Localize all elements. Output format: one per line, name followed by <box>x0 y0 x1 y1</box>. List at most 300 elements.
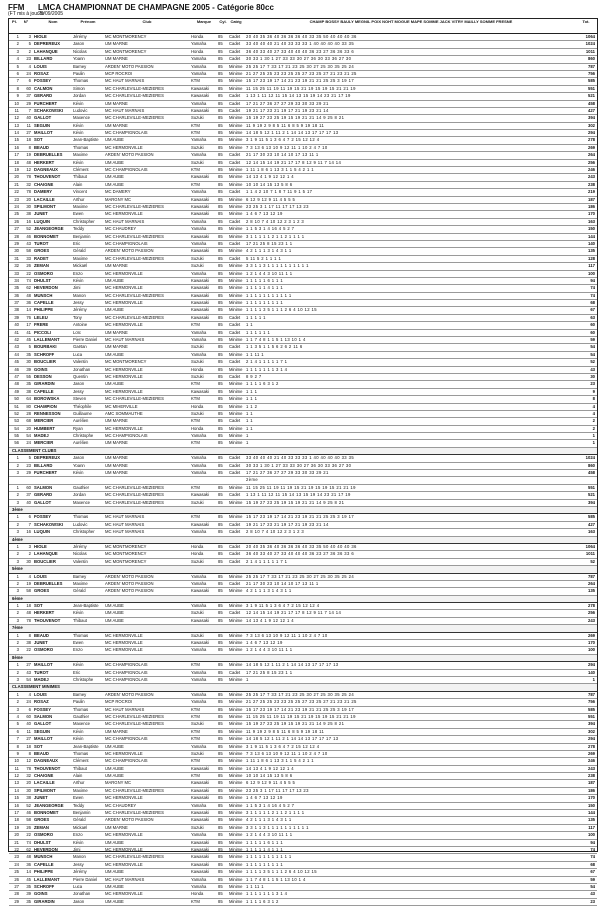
total-cell: 9 <box>592 388 595 394</box>
total-cell: 551 <box>588 713 595 719</box>
brand-cell: Yamaha <box>191 189 207 195</box>
place-cell: 2 <box>16 551 19 557</box>
category-cell: Minime <box>229 854 243 860</box>
number-cell: 28 <box>26 410 31 416</box>
club-cell: MC CHAMPIGNOLAIS <box>105 669 148 675</box>
total-cell: 294 <box>588 662 595 668</box>
document-header <box>8 4 600 18</box>
table-row <box>9 463 597 470</box>
brand-cell: Kawasaki <box>191 93 209 99</box>
club-cell: ARDEN' MOTO PASSION <box>105 248 154 254</box>
table-row <box>9 204 597 211</box>
brand-cell: Kawasaki <box>191 292 209 298</box>
name-cell: MAILLOT <box>34 736 53 742</box>
number-cell: 48 <box>26 159 31 165</box>
first-name-cell: Quentin <box>73 373 88 379</box>
name-cell: GROES <box>34 248 50 254</box>
cc-cell: 85 <box>218 492 223 498</box>
brand-cell: Kawasaki <box>191 588 209 594</box>
club-cell: MC HAUT MARNAIS <box>105 521 145 527</box>
place-cell: 38 <box>14 307 19 313</box>
name-cell: SALMON <box>34 713 53 719</box>
place-cell: 3 <box>16 470 19 476</box>
total-cell: 427 <box>588 107 595 113</box>
brand-cell: Yamaha <box>191 240 207 246</box>
category-cell: Minime <box>229 410 243 416</box>
table-row <box>9 234 597 241</box>
place-cell: 5 <box>16 63 19 69</box>
category-cell: Minime <box>229 337 243 343</box>
name-cell: TUROT <box>34 669 49 675</box>
first-name-cell: Eric <box>73 669 81 675</box>
cc-cell: 85 <box>218 647 223 653</box>
cc-cell: 85 <box>218 861 223 867</box>
place-cell: 2 <box>16 610 19 616</box>
first-name-cell: Benjamin <box>73 233 91 239</box>
total-cell: 170 <box>588 211 595 217</box>
section-heading <box>9 566 597 573</box>
cc-cell: 85 <box>218 832 223 838</box>
category-cell: Cadet <box>229 492 241 498</box>
club-cell: MC CHARLEVILLE-MEZIERES <box>105 85 164 91</box>
club-cell: MC HAUT MARNAIS <box>105 218 145 224</box>
total-cell: 256 <box>588 610 595 616</box>
cc-cell: 85 <box>218 787 223 793</box>
cc-cell: 85 <box>218 130 223 136</box>
cc-cell: 85 <box>218 758 223 764</box>
category-cell: Minime <box>229 270 243 276</box>
cc-cell: 85 <box>218 802 223 808</box>
place-cell: 11 <box>14 765 19 771</box>
category-cell: Minime <box>229 388 243 394</box>
brand-cell: Kawasaki <box>191 211 209 217</box>
club-cell: MC HERMONVILLE <box>105 366 143 372</box>
brand-cell: Kawasaki <box>191 780 209 786</box>
cc-cell: 85 <box>218 603 223 609</box>
name-cell: FRERE <box>34 322 49 328</box>
cc-cell: 85 <box>218 691 223 697</box>
table-row <box>9 588 597 595</box>
club-cell: UM MARNE <box>105 100 128 106</box>
total-cell: 4 <box>592 410 595 416</box>
round-points-cell: 1 1 1 1 1 1 1 1 1 <box>246 300 284 306</box>
number-cell: 48 <box>26 292 31 298</box>
total-cell: 585 <box>588 514 595 520</box>
round-points-cell: 21 17 30 23 10 14 10 17 13 11 1 <box>246 152 319 158</box>
first-name-cell: Alain <box>73 773 83 779</box>
first-name-cell: Maxence <box>73 499 90 505</box>
total-cell: 187 <box>588 196 595 202</box>
category-cell: Minime <box>229 898 243 904</box>
place-cell: 19 <box>14 167 19 173</box>
table-row <box>9 647 597 654</box>
place-cell: 1 <box>16 34 19 39</box>
total-cell: 68 <box>590 861 595 867</box>
first-name-cell: Guillaume <box>73 410 92 416</box>
section-title: 5ème <box>12 566 23 572</box>
brand-cell: Yamaha <box>191 876 207 882</box>
number-cell: 37 <box>26 492 31 498</box>
cc-cell: 85 <box>218 617 223 623</box>
col-cat: Catég <box>230 19 242 24</box>
round-points-cell: 1 1 5 3 1 4 16 4 5 2 7 <box>246 802 295 808</box>
total-cell: 100 <box>588 832 595 838</box>
number-cell: 5 <box>28 41 31 47</box>
category-cell: Minime <box>229 603 243 609</box>
table-row <box>9 145 597 152</box>
club-cell: UM MARNE <box>105 824 128 830</box>
brand-cell: Kawasaki <box>191 795 209 801</box>
category-cell: Cadet <box>229 159 241 165</box>
number-cell: 52 <box>26 226 31 232</box>
round-points-cell: 1 1 4 2 10 7 1 8 7 11 9 1 5 17 <box>246 189 313 195</box>
place-cell: 21 <box>14 839 19 845</box>
place-cell: 24 <box>14 861 19 867</box>
brand-cell: Kawasaki <box>191 85 209 91</box>
category-cell: Cadet <box>229 543 241 549</box>
first-name-cell: Jonathan <box>73 891 91 897</box>
total-cell: 264 <box>588 152 595 158</box>
brand-cell: Honda <box>191 48 204 54</box>
round-points-cell: 11 9 19 2 9 8 5 11 6 8 5 9 19 18 11 <box>246 122 325 128</box>
total-cell: 756 <box>588 699 595 705</box>
cc-cell: 85 <box>218 854 223 860</box>
category-cell: Cadet <box>229 255 241 261</box>
cc-cell: 85 <box>218 736 223 742</box>
category-cell: Minime <box>229 211 243 217</box>
total-cell: 243 <box>588 174 595 180</box>
brand-cell: Yamaha <box>191 63 207 69</box>
name-cell: GERARD <box>34 492 53 498</box>
club-cell: MC CHAMPIGNOLAIS <box>105 662 148 668</box>
total-cell: 1024 <box>585 455 595 461</box>
round-points-cell: 5 11 5 2 1 1 1 1 <box>246 255 282 261</box>
table-row <box>9 574 597 581</box>
table-row <box>9 86 597 93</box>
brand-cell: KTM <box>191 484 200 490</box>
brand-cell: KTM <box>191 440 200 446</box>
section-title: 6ème <box>12 595 23 601</box>
category-cell: Minime <box>229 499 243 505</box>
round-points-cell: 1 13 1 11 12 11 15 14 13 15 19 14 23 21 17 19 <box>246 492 351 498</box>
table-row <box>9 182 597 189</box>
number-cell: 36 <box>26 861 31 867</box>
club-cell: MC HAUT MARNAIS <box>105 514 145 520</box>
first-name-cell: Christopher <box>73 529 95 535</box>
number-cell: 80 <box>26 403 31 409</box>
place-cell: 49 <box>14 388 19 394</box>
number-cell: 5 <box>28 455 31 461</box>
table-row <box>9 559 597 566</box>
table-row <box>9 522 597 529</box>
round-points-cell: 11 15 25 11 19 11 19 15 21 19 15 19 15 21 21 19 <box>246 484 356 490</box>
round-points-cell: 30 33 1 30 1 27 33 33 30 27 36 30 33 36 27 30 <box>246 462 352 468</box>
place-cell: 10 <box>14 758 19 764</box>
club-cell: MC CHAMPIGNOLAIS <box>105 167 148 173</box>
club-cell: MC MIHERVILLE <box>105 403 138 409</box>
club-cell: MC CHARLEVILLE-MEZIERES <box>105 721 164 727</box>
first-name-cell: Alain <box>73 181 83 187</box>
brand-cell: Kawasaki <box>191 203 209 209</box>
number-cell: 18 <box>26 603 31 609</box>
number-cell: 64 <box>26 396 31 402</box>
table-row <box>9 49 597 56</box>
number-cell: 6 <box>28 514 31 520</box>
table-row <box>9 544 597 551</box>
name-cell: GIRARDIN <box>34 898 55 904</box>
table-row <box>9 773 597 780</box>
club-cell: ARDEN' MOTO PASSION <box>105 580 154 586</box>
name-cell: FURCHERT <box>34 100 58 106</box>
club-cell: UM MARNE <box>105 263 128 269</box>
first-name-cell: Thomas <box>73 514 89 520</box>
number-cell: 38 <box>26 211 31 217</box>
cc-cell: 85 <box>218 218 223 224</box>
round-points-cell: 1 1 1 1 6 3 1 2 <box>246 898 279 904</box>
round-points-cell: 10 10 14 15 13 5 8 6 <box>246 181 293 187</box>
category-cell: Cadet <box>229 189 241 195</box>
brand-cell: Yamaha <box>191 883 207 889</box>
name-cell: SEGUIN <box>34 122 51 128</box>
category-cell: Minime <box>229 617 243 623</box>
place-cell: 18 <box>14 159 19 165</box>
place-cell: 8 <box>16 743 19 749</box>
first-name-cell: Jérémy <box>73 869 87 875</box>
club-cell: MC HERMONVILLE <box>105 861 143 867</box>
club-cell: UM AUBE <box>105 137 124 143</box>
total-cell: 585 <box>588 706 595 712</box>
name-cell: BOURBAKI <box>34 344 57 350</box>
cc-cell: 85 <box>218 152 223 158</box>
category-cell: Minime <box>229 285 243 291</box>
category-cell: Minime <box>229 869 243 875</box>
total-cell: 74 <box>590 854 595 860</box>
total-cell: 163 <box>588 218 595 224</box>
cc-cell: 85 <box>218 115 223 121</box>
number-cell: 24 <box>26 699 31 705</box>
round-points-cell: 11 15 25 11 19 11 19 15 21 19 15 19 15 21 21 19 <box>246 713 356 719</box>
round-points-cell: 4 2 1 1 1 3 1 4 3 1 1 <box>246 817 292 823</box>
round-points-cell: 25 25 17 7 33 17 21 23 25 30 27 25 30 35 25 24 <box>246 691 355 697</box>
place-cell: 17 <box>14 152 19 158</box>
number-cell: 60 <box>26 85 31 91</box>
section-heading <box>9 684 597 691</box>
number-cell: 20 <box>26 425 31 431</box>
place-cell: 28 <box>14 233 19 239</box>
cc-cell: 85 <box>218 174 223 180</box>
table-row <box>9 197 597 204</box>
table-row <box>9 41 597 48</box>
club-cell: UM AUBE <box>105 773 124 779</box>
number-cell: 48 <box>26 610 31 616</box>
brand-cell: Suzuki <box>191 410 204 416</box>
number-cell: 16 <box>26 218 31 224</box>
total-cell: 756 <box>588 70 595 76</box>
place-cell: 1 <box>16 514 19 520</box>
total-cell: 278 <box>588 137 595 143</box>
round-points-cell: 15 17 23 19 17 14 21 23 19 21 21 25 25 3 19 17 <box>246 78 355 84</box>
round-points-cell: 20 40 35 36 40 36 36 36 40 33 35 50 40 40 40 36 <box>246 34 357 39</box>
round-points-cell: 1 1 1 1 1 4 1 1 1 <box>246 285 284 291</box>
brand-cell: Kawasaki <box>191 787 209 793</box>
table-row <box>9 455 597 462</box>
first-name-cell: Valentin <box>73 359 88 365</box>
round-points-cell: 25 25 17 7 33 17 21 23 25 30 27 25 30 35 25 24 <box>246 63 355 69</box>
club-cell: AMC SOMMAUTHE <box>105 410 143 416</box>
table-row <box>9 847 597 854</box>
category-cell: Minime <box>229 396 243 402</box>
round-points-cell: 20 40 35 36 40 36 36 36 40 33 35 50 40 40 40 36 <box>246 543 357 549</box>
total-cell: 135 <box>588 248 595 254</box>
first-name-cell: Ludovic <box>73 107 88 113</box>
place-cell: 3 <box>16 617 19 623</box>
category-cell: Minime <box>229 300 243 306</box>
cc-cell: 85 <box>218 78 223 84</box>
round-points-cell: 2 8 10 7 4 10 12 2 3 1 2 3 <box>246 218 305 224</box>
brand-cell: Kawasaki <box>191 285 209 291</box>
table-row <box>9 869 597 876</box>
club-cell: UM MARNE <box>105 470 128 476</box>
club-cell: MC CHARLEVILLE-MEZIERES <box>105 713 164 719</box>
name-cell: LAHANQUE <box>34 551 58 557</box>
total-cell: 278 <box>588 743 595 749</box>
club-cell: UM MARNE <box>105 440 128 446</box>
number-cell: 26 <box>26 824 31 830</box>
place-cell: 27 <box>14 226 19 232</box>
total-cell: 117 <box>588 824 595 830</box>
total-cell: 302 <box>588 122 595 128</box>
round-points-cell: 1 1 1 <box>246 388 258 394</box>
place-cell: 56 <box>14 440 19 446</box>
table-row <box>9 817 597 824</box>
name-cell: BOROWSKA <box>34 396 60 402</box>
total-cell: 238 <box>588 181 595 187</box>
round-points-cell: 6 12 9 12 9 11 4 5 5 5 <box>246 780 296 786</box>
name-cell: SEGUIN <box>34 728 51 734</box>
number-cell: 8 <box>28 750 31 756</box>
brand-cell: KTM <box>191 418 200 424</box>
table-row <box>9 854 597 861</box>
round-points-cell: 1 1 1 1 3 5 1 1 1 2 6 4 10 12 15 <box>246 869 318 875</box>
round-points-cell: 17 21 27 36 27 27 29 33 30 33 29 21 <box>246 100 329 106</box>
total-cell: 1011 <box>585 551 595 557</box>
cc-cell: 85 <box>218 440 223 446</box>
brand-cell: Honda <box>191 425 204 431</box>
brand-cell: Kawasaki <box>191 277 209 283</box>
total-cell: 94 <box>590 277 595 283</box>
first-name-cell: Enzo <box>73 647 83 653</box>
club-cell: ARDEN' MOTO PASSION <box>105 573 154 579</box>
brand-cell: Yamaha <box>191 56 207 62</box>
name-cell: BONNOMET <box>34 810 59 816</box>
brand-cell: Suzuki <box>191 824 204 830</box>
brand-cell: Yamaha <box>191 218 207 224</box>
brand-cell: KTM <box>191 706 200 712</box>
round-points-cell: 2ème <box>246 477 259 483</box>
round-points-cell: 21 27 25 25 23 23 25 25 27 23 25 27 21 23 21 25 <box>246 699 357 705</box>
first-name-cell: Maxime <box>73 255 88 261</box>
first-name-cell: Thomas <box>73 78 89 84</box>
cc-cell: 85 <box>218 359 223 365</box>
round-points-cell: 1 1 1 1 1 1 1 1 1 1 1 <box>246 292 292 298</box>
number-cell: 32 <box>26 773 31 779</box>
total-cell: 458 <box>588 470 595 476</box>
brand-cell: Suzuki <box>191 750 204 756</box>
place-cell: 20 <box>14 174 19 180</box>
number-cell: 7 <box>28 107 31 113</box>
round-points-cell: 36 40 33 40 27 33 40 40 40 36 23 27 36 36 33 6 <box>246 48 355 54</box>
number-cell: 43 <box>26 669 31 675</box>
round-points-cell: 17 21 27 36 27 27 29 33 30 33 29 21 <box>246 470 329 476</box>
name-cell: LAHANQUE <box>34 48 58 54</box>
place-cell: 48 <box>14 381 19 387</box>
first-name-cell: Gauthier <box>73 484 90 490</box>
table-row <box>9 130 597 137</box>
cc-cell: 85 <box>218 418 223 424</box>
name-cell: ZEMAN <box>34 824 49 830</box>
name-cell: HEVERDON <box>34 285 58 291</box>
club-cell: MC MONTMORENCY <box>105 543 147 549</box>
brand-cell: Kawasaki <box>191 617 209 623</box>
number-cell: 18 <box>26 137 31 143</box>
club-cell: MC CHARLEVILLE-MEZIERES <box>105 787 164 793</box>
brand-cell: Suzuki <box>191 144 204 150</box>
round-points-cell: 11 9 19 2 9 8 5 11 6 8 5 9 19 18 11 <box>246 728 325 734</box>
place-cell: 3 <box>16 499 19 505</box>
place-cell: 2 <box>16 699 19 705</box>
total-cell: 67 <box>590 307 595 313</box>
category-cell: Minime <box>229 226 243 232</box>
brand-cell: Kawasaki <box>191 492 209 498</box>
place-cell: 53 <box>14 418 19 424</box>
round-points-cell: 14 13 4 1 9 12 12 1 4 <box>246 765 294 771</box>
club-cell: MC CHARLEVILLE-MEZIERES <box>105 484 164 490</box>
first-name-cell: Christophe <box>73 676 94 682</box>
name-cell: JEANGEORGE <box>34 802 64 808</box>
place-cell: 3 <box>16 706 19 712</box>
first-name-cell: Jordan <box>73 492 86 498</box>
brand-cell: KTM <box>191 130 200 136</box>
category-cell: Minime <box>229 573 243 579</box>
section-title: 7ème <box>12 625 23 631</box>
first-name-cell: Pierre Daniel <box>73 337 98 343</box>
number-cell: 40 <box>26 721 31 727</box>
round-points-cell: 3 1 9 11 5 1 3 6 4 7 2 15 12 12 4 <box>246 137 320 143</box>
name-cell: LELEU <box>34 314 48 320</box>
round-points-cell: 30 33 1 30 1 27 33 33 30 27 36 30 33 36 27 30 <box>246 56 352 62</box>
category-cell: Minime <box>229 832 243 838</box>
club-cell: MC CHARLEVILLE-MEZIERES <box>105 396 164 402</box>
club-cell: UM AUBE <box>105 603 124 609</box>
cc-cell: 85 <box>218 322 223 328</box>
first-name-cell: Thomas <box>73 706 89 712</box>
table-row <box>9 433 597 440</box>
table-row <box>9 780 597 787</box>
cc-cell: 85 <box>218 499 223 505</box>
category-cell: Minime <box>229 787 243 793</box>
federation-label: FFM <box>8 3 25 12</box>
number-cell: 20 <box>26 196 31 202</box>
first-name-cell: Paulin <box>73 699 85 705</box>
club-cell: MC CHARLEVILLE-MEZIERES <box>105 115 164 121</box>
category-cell: Cadet <box>229 100 241 106</box>
col-total: Tot. <box>582 19 590 24</box>
place-cell: 22 <box>14 189 19 195</box>
round-points-cell: 12 14 15 14 19 21 17 17 8 12 9 11 7 14 14 <box>246 159 342 165</box>
place-cell: 2 <box>16 492 19 498</box>
table-row <box>9 440 597 447</box>
brand-cell: Suzuki <box>191 359 204 365</box>
